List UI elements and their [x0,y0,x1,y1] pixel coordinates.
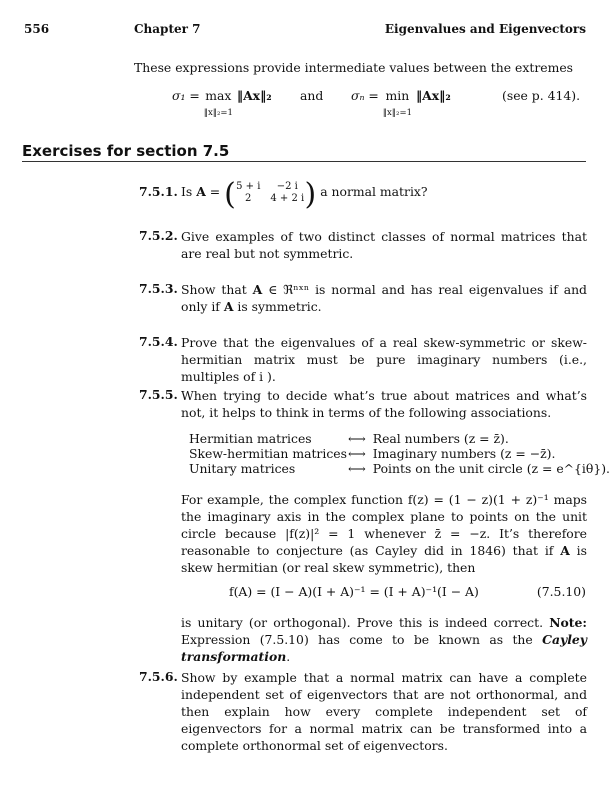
para-a-end: is skew hermitian (or real skew symmetric), then [181,543,587,575]
sigman-formula [351,88,451,118]
exercise-number: 7.5.3. [139,281,178,296]
matrix-cell: 4 + 2 i [270,192,305,204]
sigman-op: min [385,88,410,103]
chapter-label: Chapter 7 [134,22,201,36]
ex3-pre: Show that [181,282,253,297]
section-title: Exercises for section 7.5 [22,142,230,160]
running-header [24,22,586,38]
sigma1-formula [172,88,272,118]
matrix-entries [231,181,309,205]
sigman-rhs: ‖Ax‖₂ [415,88,451,103]
assoc-right: Imaginary numbers (z = −z̄). [372,446,556,461]
exercise-7-5-5-intro: When trying to decide what’s true about matrices and what’s not, it helps to think in terms of the following associations. [181,388,587,420]
association-row [189,461,610,476]
double-arrow-icon: ⟷ [347,461,366,476]
ex1-matrix [224,176,317,212]
exercise-number: 7.5.4. [139,334,178,349]
matrix-cell: 5 + i [236,180,261,192]
associations-table [189,431,610,476]
para-b2-text: Expression (7.5.10) has come to be known as the [181,632,543,647]
sigma1-rhs: ‖Ax‖₂ [236,88,272,103]
page-number: 556 [24,22,50,36]
association-row [189,431,610,446]
assoc-left: Unitary matrices [189,461,296,476]
ex1-post: a normal matrix? [320,184,428,199]
exercise-7-5-4: Prove that the eigenvalues of a real skew-symmetric or skew-hermitian matrix must be pure imaginary numbers (i.e., multiples of i ). [181,335,587,384]
matrix-cell: −2 i [276,180,298,192]
exercise-number: 7.5.5. [139,387,178,402]
sigman-lhs: σₙ = [351,88,383,103]
double-arrow-icon: ⟷ [347,431,366,446]
ex1-eq: = [205,184,225,199]
assoc-right: Real numbers (z = z̄). [372,431,509,446]
sigma1-lhs: σ₁ = [172,88,204,103]
para-a-bold: A [560,543,570,558]
double-arrow-icon: ⟷ [347,446,366,461]
sigman-cond: ‖x‖₂=1 [382,108,412,118]
left-paren: ( [224,176,236,212]
equation-number: (7.5.10) [536,584,586,599]
section-rule [22,161,586,162]
exercise-7-5-6: Show by example that a normal matrix can have a complete independent set of eigenvectors that are not orthonormal, and then explain how every complete independent set of eigenvectors for a normal matrix can be transformed into a complete orthonormal set of eigenvectors. [181,670,587,753]
cayley-equation: f(A) = (I − A)(I + A)⁻¹ = (I + A)⁻¹(I − A) [229,584,479,599]
ex1-matrix-name: A [196,184,206,199]
exercise-7-5-3 [181,281,587,315]
assoc-left: Hermitian matrices [189,431,312,446]
ex3-post2: is symmetric. [233,299,322,314]
sigma1-cond: ‖x‖₂=1 [203,108,233,118]
exercise-number: 7.5.1. [139,184,178,199]
exercise-7-5-5-para-b [181,614,587,665]
exercise-7-5-2: Give examples of two distinct classes of normal matrices that are real but not symmetric. [181,229,587,261]
ex1-pre: Is [181,184,197,199]
page-reference: (see p. 414). [502,88,581,103]
para-a-text: For example, the complex function f(z) = (1 − z)(1 + z)⁻¹ maps the imaginary axis in the complex plane to points on the unit circle because |f(z)|² = 1 whenever z̄ = −z. It’s therefore reasonable to conjecture (as Cayley did in 1846) that if [181,492,587,558]
para-b-text: is unitary (or orthogonal). Prove this is indeed correct. [181,615,550,630]
exercise-7-5-5-para-a [181,491,587,576]
exercise-number: 7.5.6. [139,669,178,684]
ex3-matrix-name-2: A [223,299,234,314]
cayley-term: Cayley transformation [181,632,587,664]
ex3-post: is normal and has real eigenvalues if and only if [181,282,587,314]
assoc-right: Points on the unit circle (z = e^{iθ}). [372,461,610,476]
association-row [189,446,610,461]
exercise-number: 7.5.2. [139,228,178,243]
chapter-title: Eigenvalues and Eigenvectors [384,22,586,36]
ex3-set: ∈ ℜⁿˣⁿ [262,282,316,297]
assoc-left: Skew-hermitian matrices [189,446,347,461]
ex3-matrix-name: A [252,282,263,297]
and-word: and [300,88,324,103]
exercise-7-5-1 [181,174,587,210]
matrix-cell: 2 [245,192,252,204]
intro-text: These expressions provide intermediate values between the extremes [134,60,574,75]
note-label: Note: [549,615,587,630]
sigma1-op: max [205,88,232,103]
sigma1-operator [204,88,233,118]
sigman-operator [383,88,412,118]
para-b3-text: . [286,649,291,664]
right-paren: ) [304,176,317,212]
